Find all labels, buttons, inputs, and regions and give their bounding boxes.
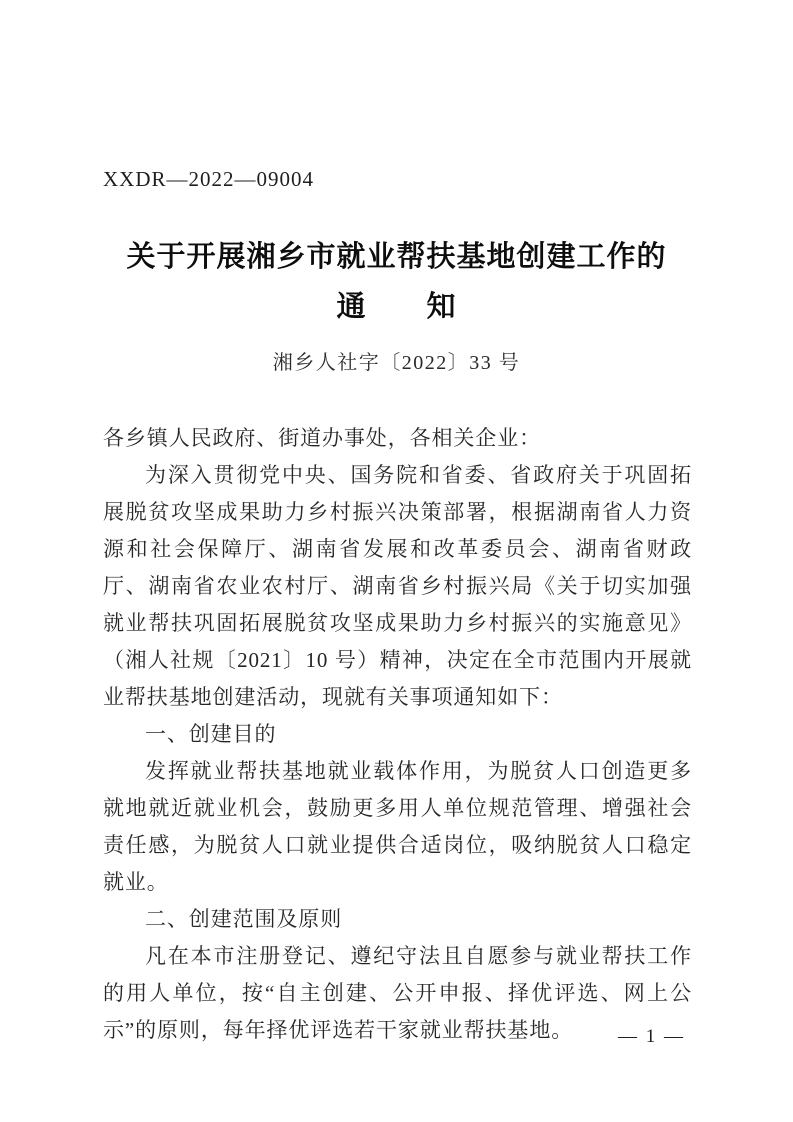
paragraph-section-2: 凡在本市注册登记、遵纪守法且自愿参与就业帮扶工作的用人单位，按“自主创建、公开申报、择优评选、网上公示”的原则，每年择优评选若干家就业帮扶基地。 <box>103 944 692 1042</box>
title-line-1: 关于开展湘乡市就业帮扶基地创建工作的 <box>126 241 667 273</box>
document-number: 湘乡人社字〔2022〕33 号 <box>272 352 521 374</box>
section-heading-1: 一、创建目的 <box>145 722 277 746</box>
document-code: XXDR—2022—09004 <box>103 167 315 191</box>
document-title <box>0 232 793 332</box>
paragraph-intro: 为深入贯彻党中央、国务院和省委、省政府关于巩固拓展脱贫攻坚成果助力乡村振兴决策部署，根据湖南省人力资源和社会保障厅、湖南省发展和改革委员会、湖南省财政厅、湖南省农业农村厅、湖南省乡村振兴局《关于切实加强就业帮扶巩固拓展脱贫攻坚成果助力乡村振兴的实施意见》（湘人社规〔2021〕10 号）精神，决定在全市范围内开展就业帮扶基地创建活动，现就有关事项通知如下： <box>103 463 692 709</box>
salutation: 各乡镇人民政府、街道办事处，各相关企业： <box>103 426 541 450</box>
title-line-2: 通 知 <box>336 291 457 323</box>
section-heading-2: 二、创建范围及原则 <box>145 907 343 931</box>
paragraph-section-1: 发挥就业帮扶基地就业载体作用，为脱贫人口创造更多就地就近就业机会，鼓励更多用人单位规范管理、增强社会责任感，为脱贫人口就业提供合适岗位，吸纳脱贫人口稳定就业。 <box>103 759 692 894</box>
page-number: — 1 — <box>618 1026 685 1047</box>
document-body <box>103 420 692 1049</box>
